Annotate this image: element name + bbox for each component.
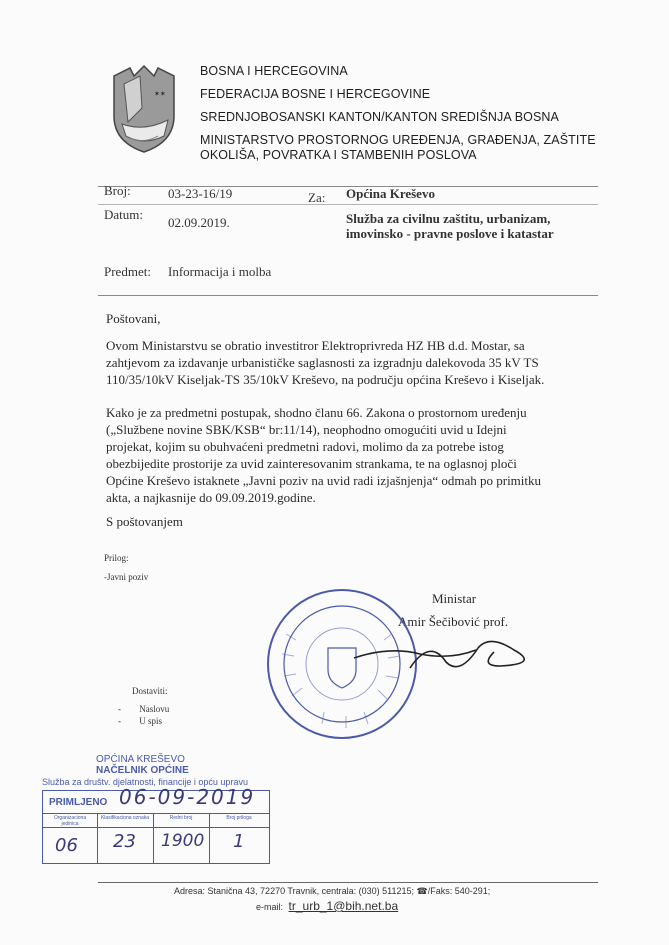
dostaviti-item-text: U spis <box>139 716 163 726</box>
receipt-stamp-line1: OPĆINA KREŠEVO <box>96 754 185 765</box>
receipt-col-divider <box>153 813 154 863</box>
paragraph-2-line: („Službene novine SBK/KSB“ br:11/14), neophodno omogućiti uvid u Idejni <box>106 422 507 437</box>
receipt-stamp-line2: NAČELNIK OPĆINE <box>96 765 189 776</box>
recipient-line2: Služba za civilnu zaštitu, urbanizam, <box>346 211 551 226</box>
paragraph-2-line: Općine Kreševo istaknete „Javni poziv na uvid radi izjašnjenja“ odmah po primitku <box>106 473 542 488</box>
prilog-item: -Javni poziv <box>104 572 149 582</box>
dostaviti-label: Dostaviti: <box>132 686 168 696</box>
paragraph-1-line: zahtjevom za izdavanje urbanističke saglasnosti za izgradnju dalekovoda 35 kV TS <box>106 355 539 370</box>
predmet-rule <box>98 295 598 296</box>
receipt-stamp-table <box>42 785 270 864</box>
col-header: Organizaciona jedinica <box>53 815 87 827</box>
header-federation: FEDERACIJA BOSNE I HERCEGOVINE <box>200 87 431 101</box>
footer-address: Adresa: Stanična 43, 72270 Travnik, centrala: (030) 511215; ☎/Faks: 540-291; <box>174 886 491 896</box>
footer-email-link[interactable]: tr_urb_1@bih.net.ba <box>288 899 399 913</box>
paragraph-2-line: akta, a najkasnije do 09.09.2019.godine. <box>106 490 316 505</box>
signature-title: Ministar <box>432 591 477 606</box>
receipt-col-divider <box>209 813 210 863</box>
datum-label: Datum: <box>104 207 143 222</box>
paragraph-2-line: Kako je za predmetni postupak, shodno članu 66. Zakona o prostornom uređenju <box>106 405 527 420</box>
recipient-line1: Općina Kreševo <box>346 186 435 201</box>
paragraph-1-line: Ovom Ministarstvu se obratio investitror Elektroprivreda HZ HB d.d. Mostar, sa <box>106 338 525 353</box>
primljeno-label: PRIMLJENO <box>49 797 108 808</box>
prilog-label: Prilog: <box>104 553 129 563</box>
signature-name: Amir Šečibović prof. <box>398 614 509 629</box>
predmet-value: Informacija i molba <box>168 264 272 279</box>
coat-of-arms-logo <box>110 62 178 154</box>
broj-underline <box>98 204 598 205</box>
greeting: Poštovani, <box>106 311 161 326</box>
header-canton: SREDNJOBOSANSKI KANTON/KANTON SREDIŠNJA BOSNA <box>200 110 559 124</box>
col-header: Redni broj <box>169 815 193 821</box>
receipt-value: 23 <box>113 831 136 852</box>
paragraph-2-line: projekat, kojim su obuhvaćeni predmetni radovi, molimo da za potrebe istog <box>106 439 504 454</box>
receipt-value: 06 <box>55 835 78 856</box>
receipt-row-divider <box>43 813 269 814</box>
header-ministry-line2: OKOLIŠA, POVRATKA I STAMBENIH POSLOVA <box>200 148 477 162</box>
dostaviti-item: - Naslovu <box>118 704 170 714</box>
broj-value: 03-23-16/19 <box>168 186 233 201</box>
header-ministry-line1: MINISTARSTVO PROSTORNOG UREĐENJA, GRAĐENJA, ZAŠTITE <box>200 133 596 147</box>
broj-label: Broj: <box>104 183 131 198</box>
predmet-label: Predmet: <box>104 264 151 279</box>
header-country: BOSNA I HERCEGOVINA <box>200 64 348 78</box>
receipt-stamp-line3: Služba za društv. djelatnosti, financije i opću upravu <box>42 777 248 787</box>
footer-email-row <box>256 899 398 913</box>
receipt-value: 1900 <box>161 831 205 851</box>
receipt-col-divider <box>97 813 98 863</box>
col-header: Klasifikaciona oznaka <box>100 815 150 821</box>
primljeno-date: 06-09-2019 <box>119 785 256 809</box>
paragraph-2 <box>106 404 596 506</box>
receipt-value: 1 <box>233 831 245 852</box>
footer-email-label: e-mail: <box>256 902 284 912</box>
footer-rule <box>98 882 598 883</box>
svg-text:✶✶: ✶✶ <box>154 90 166 98</box>
recipient-line3: imovinsko - pravne poslove i katastar <box>346 226 554 241</box>
handwritten-signature <box>350 628 550 678</box>
za-label: Za: <box>308 190 326 205</box>
col-header: Broj priloga <box>226 815 252 821</box>
receipt-row-divider <box>43 827 269 828</box>
paragraph-1 <box>106 337 596 388</box>
closing: S poštovanjem <box>106 514 183 529</box>
dostaviti-item-text: Naslovu <box>139 704 170 714</box>
paragraph-2-line: obezbijedite prostorije za uvid zainteresovanim strankama, te na oglasnoj ploči <box>106 456 517 471</box>
dostaviti-item: - U spis <box>118 716 163 726</box>
paragraph-1-line: 110/35/10kV Kiseljak-TS 35/10kV Kreševo, na području općina Kreševo i Kiseljak. <box>106 372 545 387</box>
datum-value: 02.09.2019. <box>168 215 230 230</box>
